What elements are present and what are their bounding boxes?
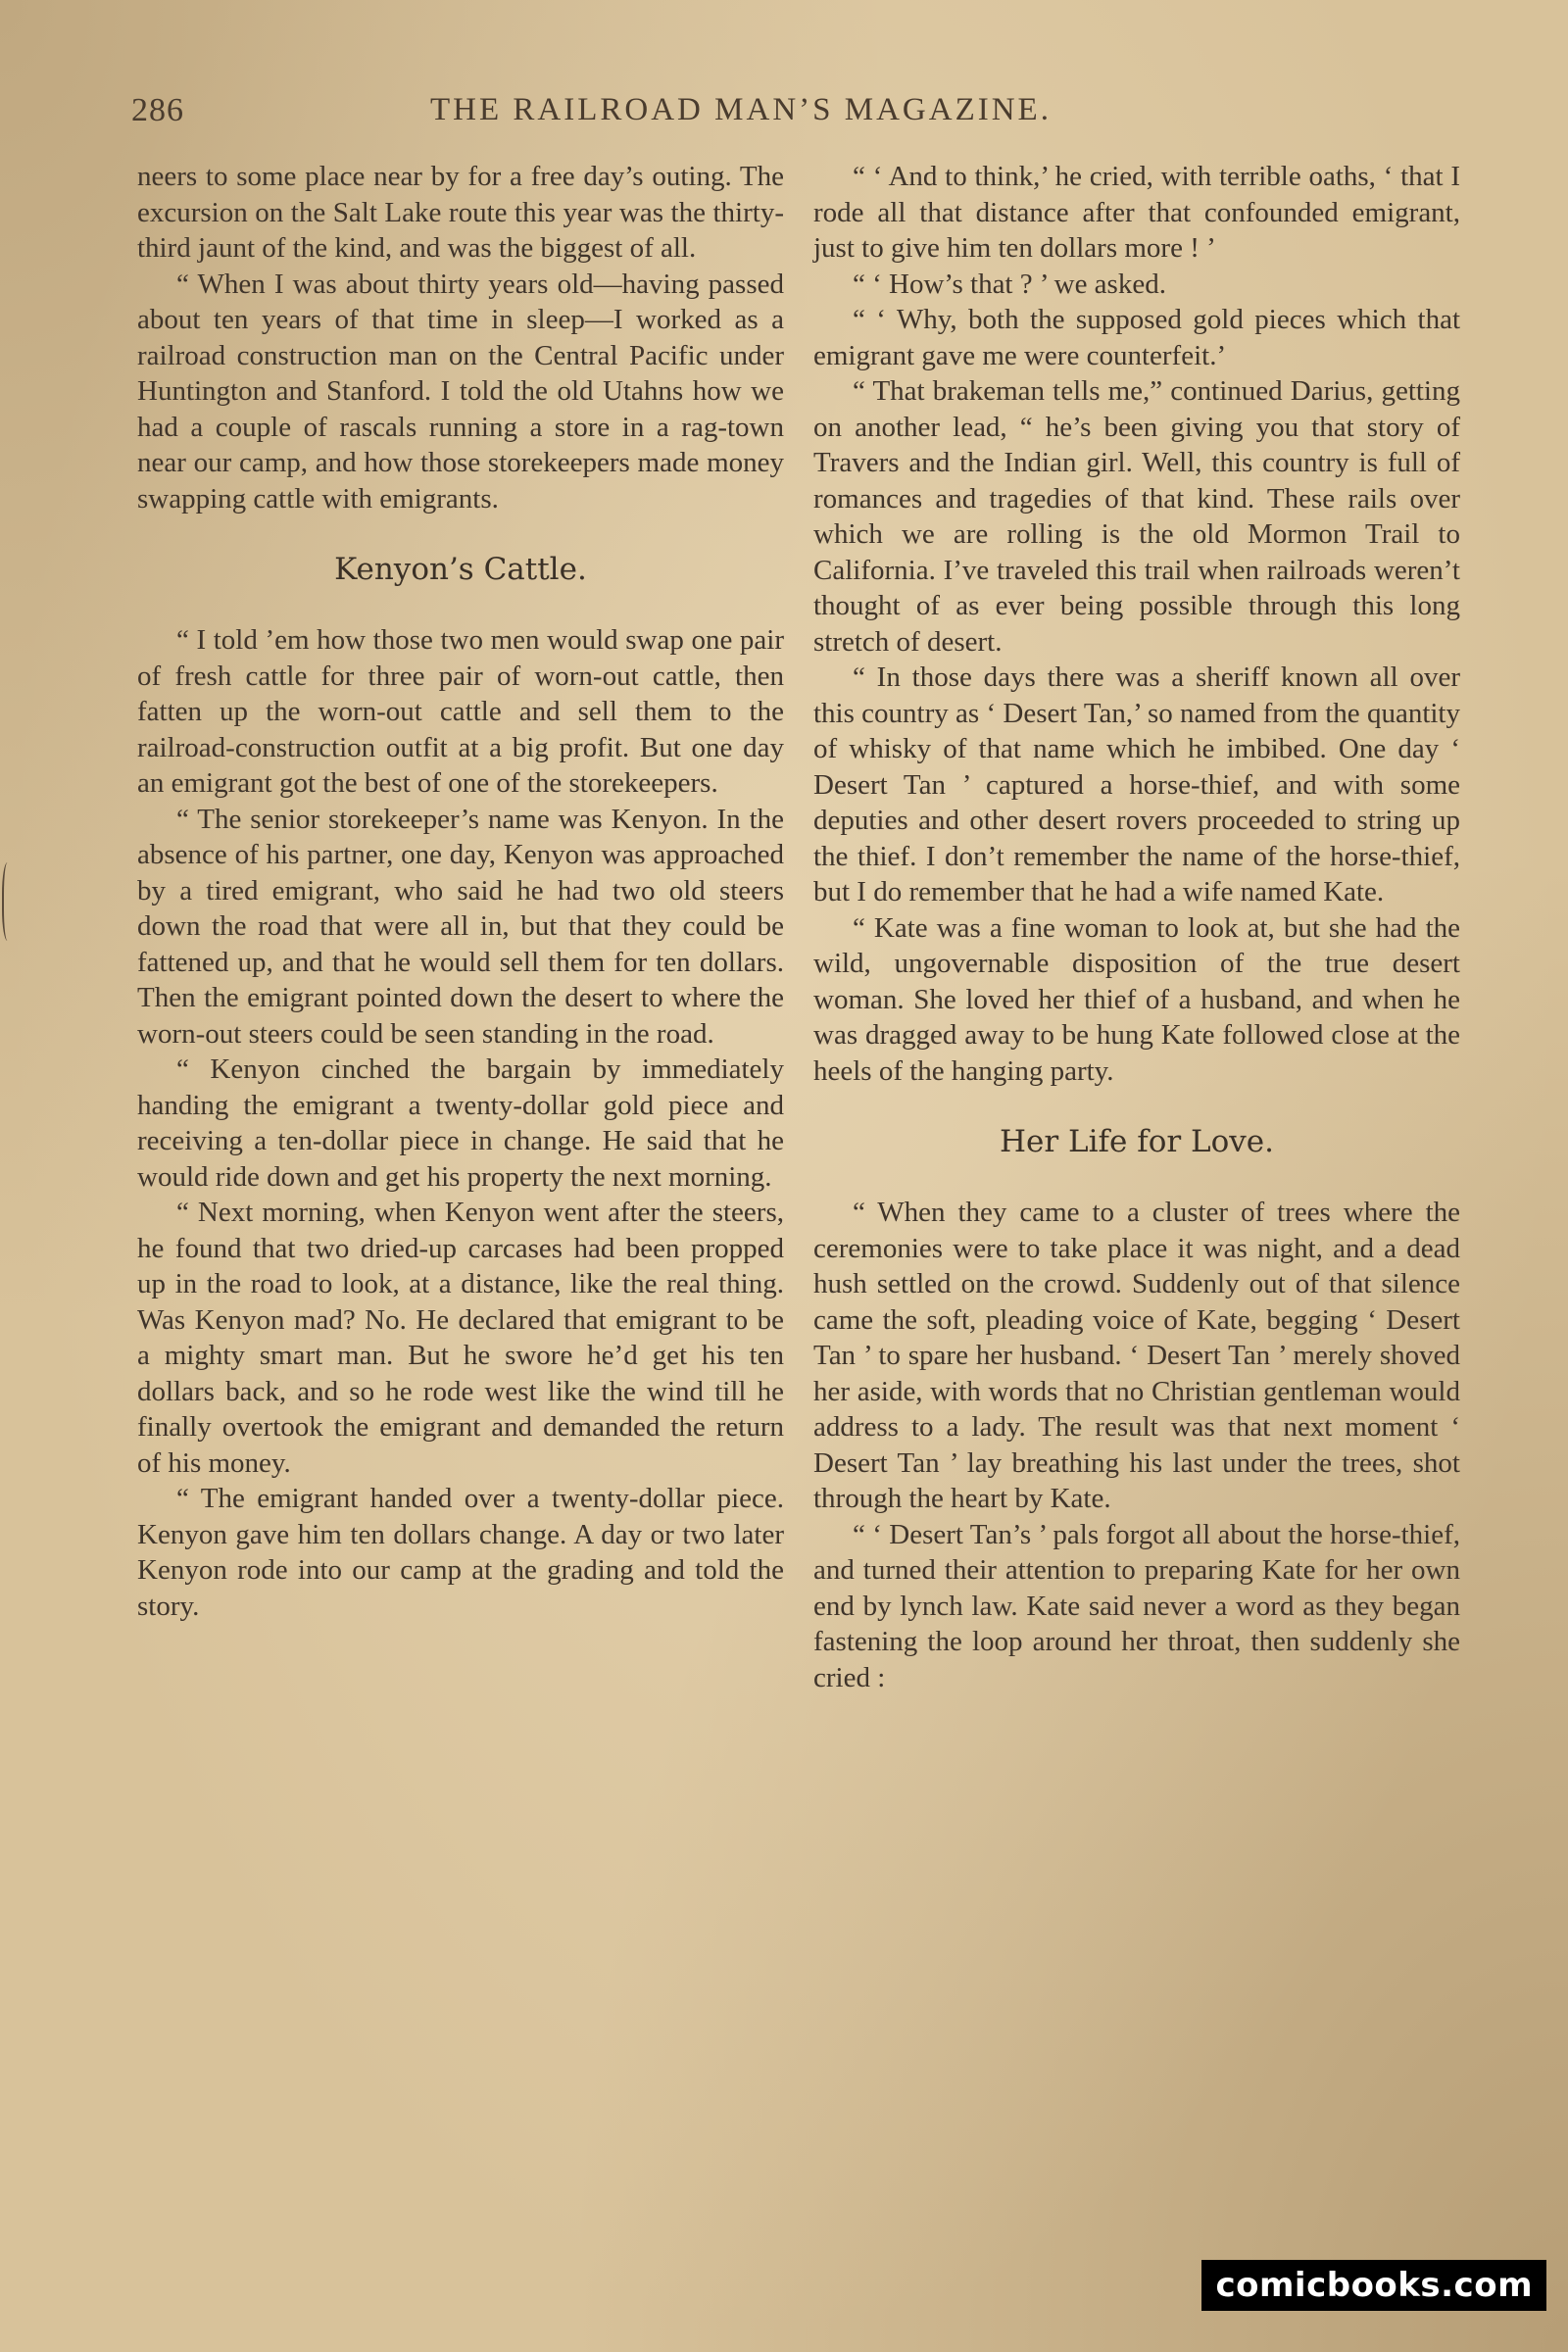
left-column [137, 159, 784, 1624]
right-column [813, 159, 1460, 1695]
paragraph: “ ‘ And to think,’ he cried, with terrible oaths, ‘ that I rode all that distance after that confounded emigrant, just to give him ten dollars more ! ’ [813, 161, 1460, 264]
section-heading: Kenyon’s Cattle. [334, 552, 587, 587]
paragraph: “ When they came to a cluster of trees where the ceremonies were to take place it was night, and a dead hush settled on the crowd. Suddenly out of that silence came the soft, pleading voice of Kate, begging ‘ Desert Tan ’ to spare her husband. ‘ Desert Tan ’ merely shoved her aside, with words that no Christian gentleman would address to a lady. The result was that next moment ‘ Desert Tan ’ lay breathing his last under the trees, shot through the heart by Kate. [813, 1197, 1460, 1514]
paragraph: “ ‘ Desert Tan’s ’ pals forgot all about the horse-thief, and turned their attention to preparing Kate for her own end by lynch law. Kate said never a word as they began fastening the loop around her throat, then suddenly she cried : [813, 1518, 1460, 1693]
section-heading: Her Life for Love. [1000, 1124, 1274, 1159]
paragraph: “ ‘ Why, both the supposed gold pieces which that emigrant gave me were counterfeit.’ [813, 304, 1460, 371]
paragraph: “ ‘ How’s that ? ’ we asked. [853, 268, 1166, 300]
paragraph: “ The emigrant handed over a twenty-dollar piece. Kenyon gave him ten dollars change. A day or two later Kenyon rode into our camp at the grading and told the story. [137, 1483, 784, 1622]
paragraph: “ In those days there was a sheriff known all over this country as ‘ Desert Tan,’ so named from the quantity of whisky of that name which he imbibed. One day ‘ Desert Tan ’ captured a horse-thief, and with some deputies and other desert rovers proceeded to string up the thief. I don’t remember the name of the horse-thief, but I do remember that he had a wife named Kate. [813, 662, 1460, 907]
paragraph: “ Next morning, when Kenyon went after the steers, he found that two dried-up carcases had been propped up in the road to look, at a distance, like the real thing. Was Kenyon mad? No. He declared that emigrant to be a mighty smart man. But he swore he’d get his ten dollars back, and so he rode west like the wind till he finally overtook the emigrant and demanded the return of his money. [137, 1197, 784, 1479]
site-watermark: comicbooks.com [1201, 2260, 1546, 2311]
running-header [131, 84, 1454, 133]
page-number: 286 [131, 92, 184, 128]
paragraph: “ The senior storekeeper’s name was Kenyon. In the absence of his partner, one day, Kenyon was approached by a tired emigrant, who said he had two old steers down the road that were all in, but that they could be fattened up, and that he would sell them for ten dollars. Then the emigrant pointed down the desert to where the worn-out steers could be seen standing in the road. [137, 803, 784, 1050]
paragraph: “ Kate was a fine woman to look at, but she had the wild, ungovernable disposition of the true desert woman. She loved her thief of a husband, and when he was dragged away to be hung Kate followed close at the heels of the hanging party. [813, 911, 1460, 1087]
magazine-title: THE RAILROAD MAN’S MAGAZINE. [430, 92, 1052, 127]
paragraph: “ That brakeman tells me,” continued Darius, getting on another lead, “ he’s been giving you that story of Travers and the Indian girl. Well, this country is full of romances and tragedies of that kind. These rails over which we are rolling is the old Mormon Trail to California. I’ve traveled this trail when railroads weren’t thought of as ever being possible through this long stretch of desert. [813, 375, 1460, 658]
paragraph: “ When I was about thirty years old—having passed about ten years of that time in sleep—I worked as a railroad construction man on the Central Pacific under Huntington and Stanford. I told the old Utahns how we had a couple of rascals running a store in a rag-town near our camp, and how those storekeepers made money swapping cattle with emigrants. [137, 268, 784, 514]
margin-mark [2, 862, 16, 941]
paragraph: “ Kenyon cinched the bargain by immediately handing the emigrant a twenty-dollar gold piece and receiving a ten-dollar piece in change. He said that he would ride down and get his property the next morning. [137, 1054, 784, 1193]
paragraph: “ I told ’em how those two men would swap one pair of fresh cattle for three pair of worn-out cattle, then fatten up the worn-out cattle and sell them to the railroad-construction outfit at a big profit. But one day an emigrant got the best of one of the storekeepers. [137, 624, 784, 799]
paragraph: neers to some place near by for a free day’s outing. The excursion on the Salt Lake route this year was the thirty-third jaunt of the kind, and was the biggest of all. [137, 161, 784, 264]
